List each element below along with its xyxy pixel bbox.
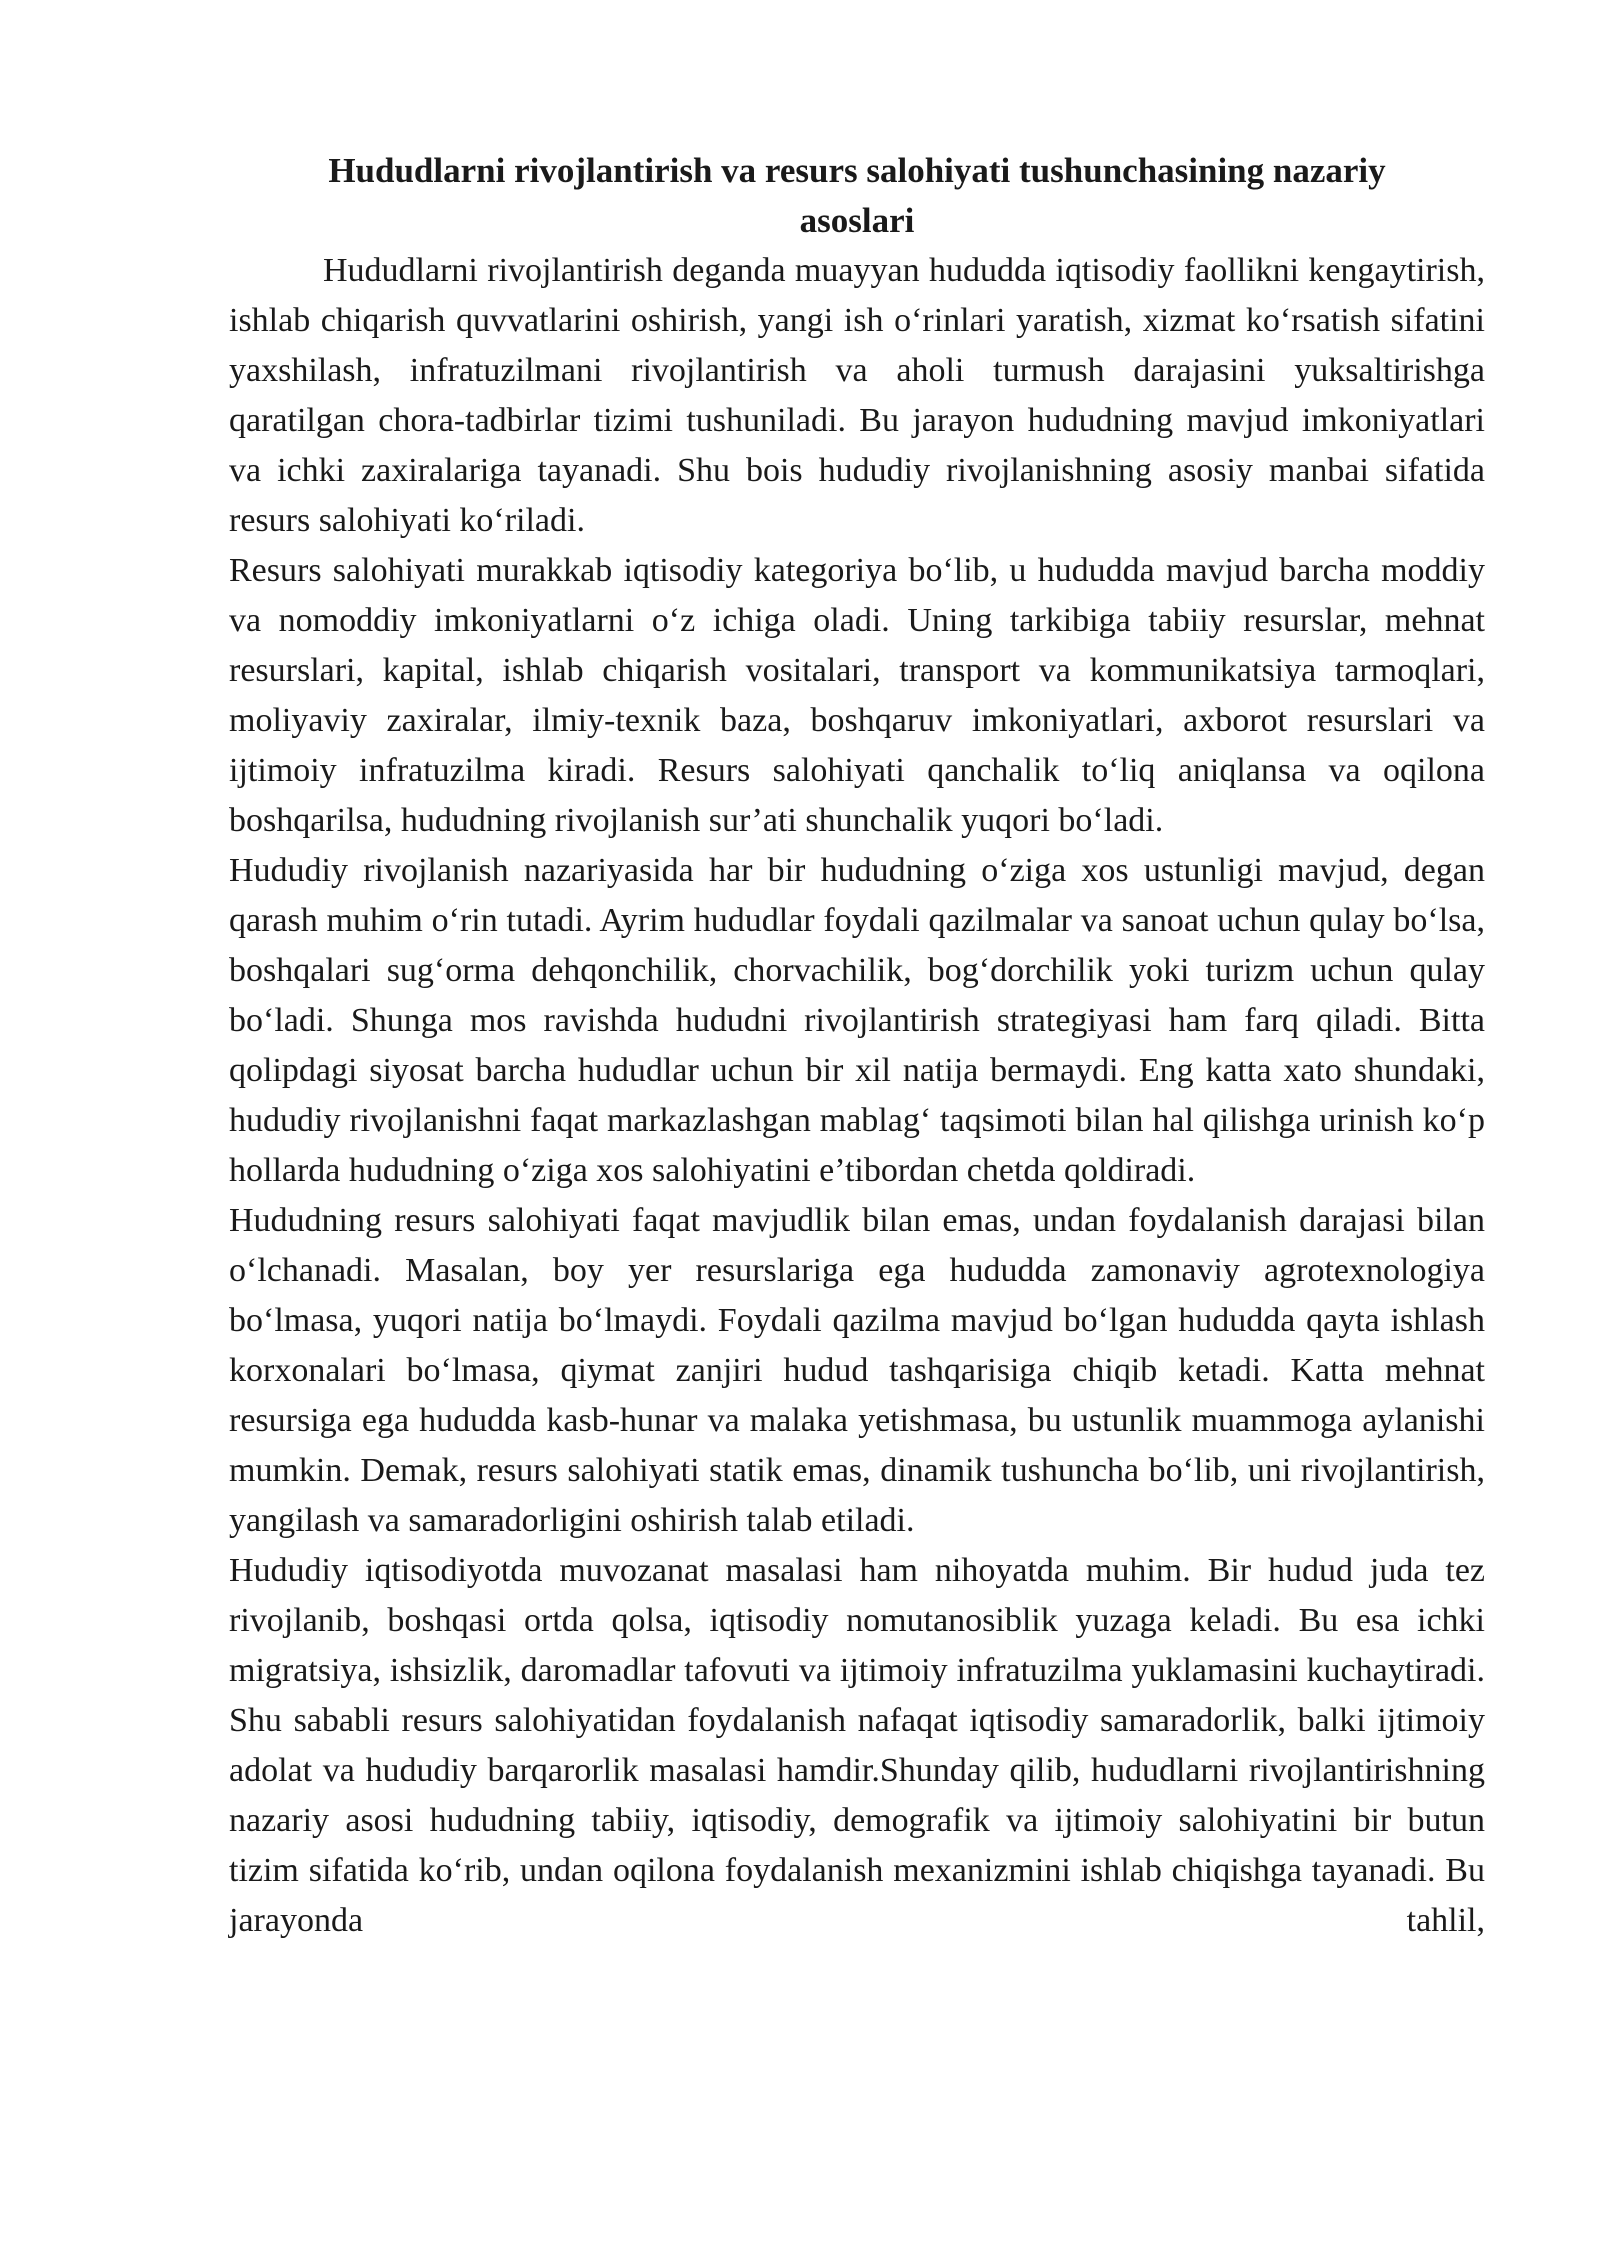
paragraph-regional-development-definition: Hududlarni rivojlantirish deganda muayyan hududda iqtisodiy faollikni kengaytirish, ishlab chiqarish quvvatlarini oshirish, yangi ish o‘rinlari yaratish, xizmat ko‘rsatish sifatini yaxshilash, infratuzilmani rivojlantirish va aholi turmush darajasini yuksaltirishga qaratilgan chora-tadbirlar tizimi tushuniladi. Bu jarayon hududning mavjud imkoniyatlari va ichki zaxiralariga tayanadi. Shu bois hududiy rivojlanishning asosiy manbai sifatida resurs salohiyati ko‘riladi. — [229, 252, 1485, 539]
document-body — [229, 146, 1485, 1946]
paragraph-resource-utilization: Hududning resurs salohiyati faqat mavjudlik bilan emas, undan foydalanish darajasi bilan o‘lchanadi. Masalan, boy yer resurslariga ega hududda zamonaviy agrotexnologiya bo‘lmasa, yuqori natija bo‘lmaydi. Foydali qazilma mavjud bo‘lgan hududda qayta ishlash korxonalari bo‘lmasa, qiymat zanjiri hudud tashqarisiga chiqib ketadi. Katta mehnat resursiga ega hududda kasb-hunar va malaka yetishmasa, bu ustunlik muammoga aylanishi mumkin. Demak, resurs salohiyati statik emas, dinamik tushuncha bo‘lib, uni rivojlantirish, yangilash va samaradorligini oshirish talab etiladi. — [229, 1202, 1485, 1539]
document-title-line: Hududlarni rivojlantirish va resurs salohiyati tushunchasining nazariy — [328, 151, 1386, 190]
paragraph-regional-advantage: Hududiy rivojlanish nazariyasida har bir hududning o‘ziga xos ustunligi mavjud, degan qarash muhim o‘rin tutadi. Ayrim hududlar foydali qazilmalar va sanoat uchun qulay bo‘lsa, boshqalari sug‘orma dehqonchilik, chorvachilik, bog‘dorchilik yoki turizm uchun qulay bo‘ladi. Shunga mos ravishda hududni rivojlantirish strategiyasi ham farq qiladi. Bitta qolipdagi siyosat barcha hududlar uchun bir xil natija bermaydi. Eng katta xato shundaki, hududiy rivojlanishni faqat markazlashgan mablag‘ taqsimoti bilan hal qilishga urinish ko‘p hollarda hududning o‘ziga xos salohiyatini e’tibordan chetda qoldiradi. — [229, 852, 1485, 1189]
document-title-line: asoslari — [799, 201, 915, 240]
document-title — [229, 146, 1485, 246]
paragraph-resource-potential: Resurs salohiyati murakkab iqtisodiy kategoriya bo‘lib, u hududda mavjud barcha moddiy va nomoddiy imkoniyatlarni o‘z ichiga oladi. Uning tarkibiga tabiiy resurslar, mehnat resurslari, kapital, ishlab chiqarish vositalari, transport va kommunikatsiya tarmoqlari, moliyaviy zaxiralar, ilmiy-texnik baza, boshqaruv imkoniyatlari, axborot resurslari va ijtimoiy infratuzilma kiradi. Resurs salohiyati qanchalik to‘liq aniqlansa va oqilona boshqarilsa, hududning rivojlanish sur’ati shunchalik yuqori bo‘ladi. — [229, 552, 1485, 839]
paragraph-regional-balance: Hududiy iqtisodiyotda muvozanat masalasi ham nihoyatda muhim. Bir hudud juda tez rivojlanib, boshqasi ortda qolsa, iqtisodiy nomutanosiblik yuzaga keladi. Bu esa ichki migratsiya, ishsizlik, daromadlar tafovuti va ijtimoiy infratuzilma yuklamasini kuchaytiradi. Shu sababli resurs salohiyatidan foydalanish nafaqat iqtisodiy samaradorlik, balki ijtimoiy adolat va hududiy barqarorlik masalasi hamdir.Shunday qilib, hududlarni rivojlantirishning nazariy asosi hududning tabiiy, iqtisodiy, demografik va ijtimoiy salohiyatini bir butun tizim sifatida ko‘rib, undan oqilona foydalanish mexanizmini ishlab chiqishga tayanadi. Bu jarayonda tahlil, — [229, 1552, 1485, 1939]
